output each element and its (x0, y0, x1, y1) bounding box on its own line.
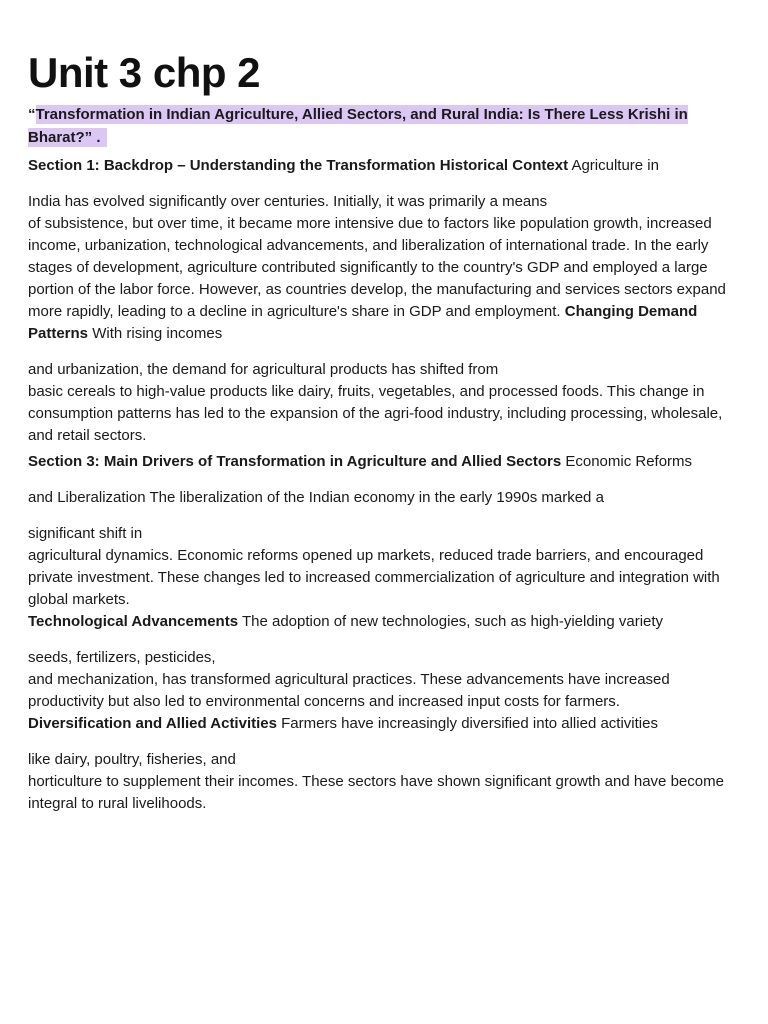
section-1-heading-line (28, 155, 744, 177)
tech-lead: The adoption of new technologies, such as high-yielding variety (241, 613, 664, 630)
highlighted-subtitle: Transformation in Indian Agriculture, Allied Sectors, and Rural India: Is There Less Krishi in Bharat?” . (28, 106, 688, 146)
changing-demand-heading: Changing Demand Patterns (28, 303, 698, 342)
section-1-lead: Agriculture in (571, 157, 659, 174)
section-1-heading: Section 1: Backdrop – Understanding the Transformation Historical Context (28, 157, 569, 174)
section-1-body-text: of subsistence, but over time, it became more intensive due to factors like population growth, increased income, urbanization, technological advancements, and liberalization of international trade. In the early stages of development, agriculture contributed significantly to the country's GDP and employed a large portion of the labor force. However, as countries develop, the manufacturing and services sectors expand more rapidly, leading to a decline in agriculture's share in GDP and employment. (28, 215, 726, 320)
div-body: horticulture to supplement their incomes. These sectors have shown significant growth and have become integral to rural livelihoods. (28, 773, 724, 812)
document-subtitle (28, 104, 744, 149)
tech-heading: Technological Advancements (28, 613, 239, 630)
div-line1: like dairy, poultry, fisheries, and (28, 751, 236, 768)
div-heading: Diversification and Allied Activities (28, 715, 277, 732)
page-title: Unit 3 chp 2 (28, 49, 261, 96)
div-lead: Farmers have increasingly diversified into allied activities (281, 715, 658, 732)
section-3-heading: Section 3: Main Drivers of Transformation in Agriculture and Allied Sectors (28, 453, 562, 470)
section-3-line2: significant shift in (28, 525, 143, 542)
tech-line1: seeds, fertilizers, pesticides, (28, 649, 216, 666)
section-3-body: agricultural dynamics. Economic reforms opened up markets, reduced trade barriers, and encouraged private investment. These changes led to increased commercialization of agriculture and integration with global markets. (28, 547, 720, 608)
section-3-heading-line (28, 451, 744, 473)
tech-heading-line (28, 611, 744, 633)
section-3-lead: Economic Reforms (565, 453, 693, 470)
section-1-body (28, 213, 744, 345)
open-quote: “ (28, 106, 36, 123)
document-page (28, 46, 744, 815)
demand-line1: and urbanization, the demand for agricultural products has shifted from (28, 361, 499, 378)
section-1-line1: India has evolved significantly over centuries. Initially, it was primarily a means (28, 193, 548, 210)
changing-demand-lead: With rising incomes (92, 325, 223, 342)
section-3-line1: and Liberalization The liberalization of the Indian economy in the early 1990s marked a (28, 489, 604, 506)
tech-body: and mechanization, has transformed agricultural practices. These advancements have increased productivity but also led to environmental concerns and increased input costs for farmers. (28, 671, 670, 710)
div-heading-line (28, 713, 744, 735)
demand-body: basic cereals to high-value products like dairy, fruits, vegetables, and processed foods. This change in consumption patterns has led to the expansion of the agri-food industry, including processing, wholesale, and retail sectors. (28, 383, 723, 444)
